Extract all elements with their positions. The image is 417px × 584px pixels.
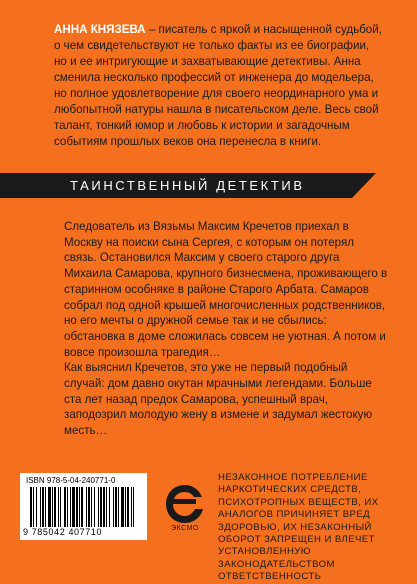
barcode-icon bbox=[30, 487, 138, 527]
summary-paragraph-1: Следователь из Вязьмы Максим Кречетов приехал в Москву на поиски сына Сергея, с которым он потерял связь. Остановился Максим у своего старого друга Михаила Самарова, крупного бизнесмена, проживающего в старинном особняке в районе Старого Арбата. Самаров собрал под одной крышей многочисленных родственников, но его мечты о дружной семье так и не сбылись: обстановка в доме сложилась совсем не уютная. А потом и вовсе произошла трагедия… bbox=[64, 220, 388, 359]
barcode-box bbox=[20, 473, 147, 540]
book-summary bbox=[64, 219, 388, 439]
series-banner: ТАИНСТВЕННЫЙ ДЕТЕКТИВ bbox=[0, 173, 352, 198]
eksmo-logo-icon bbox=[162, 483, 208, 525]
author-bio bbox=[54, 22, 384, 150]
author-bio-text: – писатель с яркой и насыщенной судьбой, о чем свидетельствуют не только факты из ее биографии, но и ее интригующие и захватывающие детективы. Анна сменила несколько профессий от инженера до модельера, но полное удовлетворение для своего неординарного ума и любопытной натуры нашла в писательском деле. Весь свой талант, тонкий юмор и любовь к истории и загадочным событиям прошлых веков она перенесла в книги. bbox=[54, 23, 382, 148]
legal-warning: НЕЗАКОННОЕ ПОТРЕБЛЕНИЕ НАРКОТИЧЕСКИХ СРЕДСТВ, ПСИХОТРОПНЫХ ВЕЩЕСТВ, ИХ АНАЛОГОВ ПРИЧИНЯЕТ ВРЕД ЗДОРОВЬЮ, ИХ НЕЗАКОННЫЙ ОБОРОТ ЗАПРЕЩЕН И ВЛЕЧЕТ УСТАНОВЛЕННУЮ ЗАКОНОДАТЕЛЬСТВОМ ОТВЕТСТВЕННОСТЬ bbox=[218, 472, 379, 583]
publisher-name: ЭКСМО bbox=[171, 525, 199, 532]
summary-paragraph-2: Как выяснил Кречетов, это уже не первый подобный случай: дом давно окутан мрачными легендами. Больше ста лет назад предок Самарова, успешный врач, заподозрил молодую жену в измене и задумал жестокую месть… bbox=[64, 361, 373, 438]
barcode-digits: 9 785042 407710 bbox=[23, 527, 103, 537]
author-name: АННА КНЯЗЕВА bbox=[54, 23, 146, 36]
isbn-number: ISBN 978-5-04-240771-0 bbox=[26, 476, 116, 485]
